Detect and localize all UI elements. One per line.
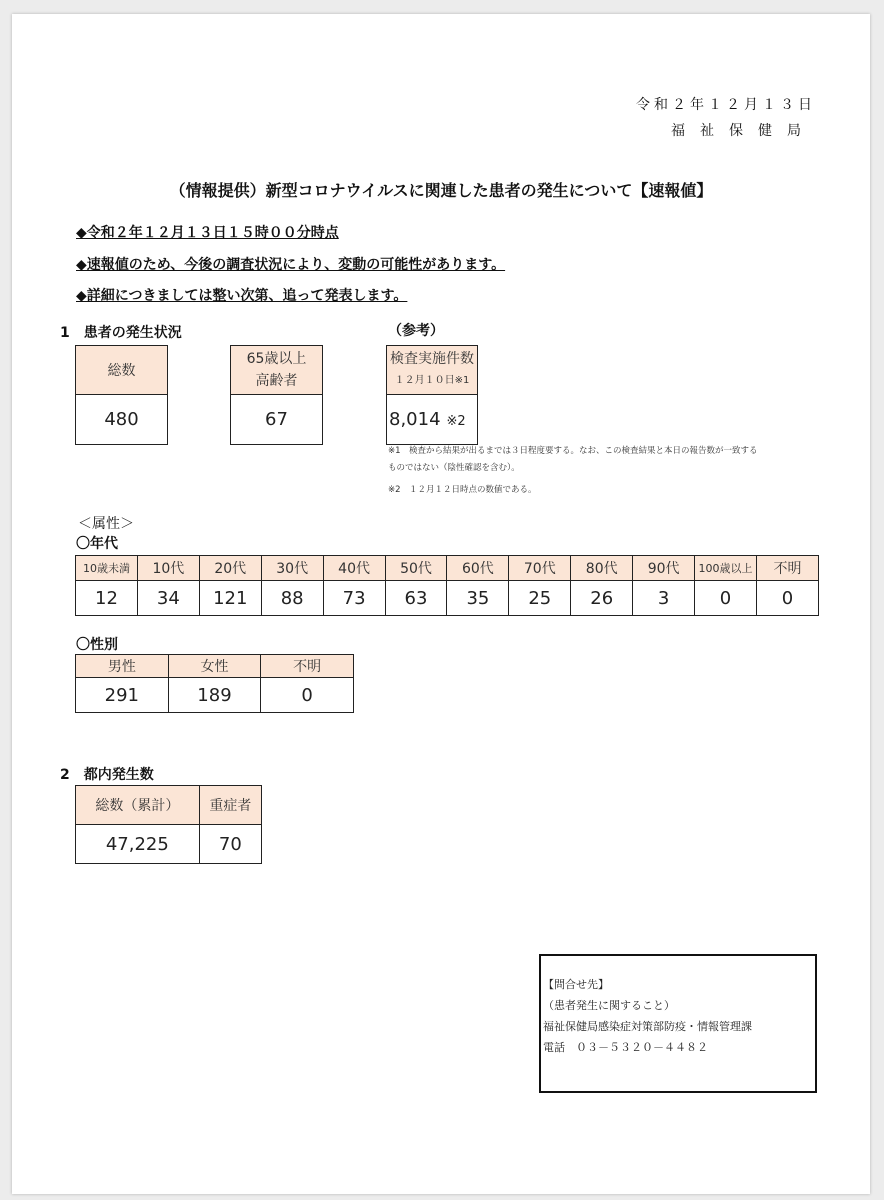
age-value-cell-6: 35 xyxy=(447,581,509,616)
age-header-cell-10: 100歳以上 xyxy=(695,556,757,581)
test-count-table xyxy=(386,345,478,445)
contact-subject: （患者発生に関すること） xyxy=(543,999,675,1012)
bullet-preliminary: ◆速報値のため、今後の調査状況により、変動の可能性があります。 xyxy=(76,257,506,273)
gender-header-cell-1: 女性 xyxy=(168,655,261,678)
age-value-cell-3: 88 xyxy=(261,581,323,616)
age-header-cell-5: 50代 xyxy=(385,556,447,581)
gender-value-cell-2: 0 xyxy=(261,678,354,713)
bullet-details: ◆詳細につきましては整い次第、追って発表します。 xyxy=(76,288,408,304)
age-heading: 〇年代 xyxy=(76,536,118,552)
age-header-cell-0: 10歳未満 xyxy=(76,556,138,581)
age-header-cell-2: 20代 xyxy=(199,556,261,581)
bullet-timestamp: ◆令和２年１２月１３日１５時００分時点 xyxy=(76,225,339,241)
gender-value-cell-0: 291 xyxy=(76,678,169,713)
contact-heading: 【問合せ先】 xyxy=(543,978,609,991)
age-value-cell-8: 26 xyxy=(571,581,633,616)
document-title: （情報提供）新型コロナウイルスに関連した患者の発生について【速報値】 xyxy=(169,181,713,200)
age-header-cell-9: 90代 xyxy=(633,556,695,581)
age-header-cell-6: 60代 xyxy=(447,556,509,581)
age-value-cell-10: 0 xyxy=(695,581,757,616)
age-table xyxy=(75,555,819,616)
age-value-cell-1: 34 xyxy=(137,581,199,616)
gender-header-cell-2: 不明 xyxy=(261,655,354,678)
age-header-cell-1: 10代 xyxy=(137,556,199,581)
cumulative-total-value: 47,225 xyxy=(76,825,200,864)
age-header-cell-7: 70代 xyxy=(509,556,571,581)
contact-department: 福祉保健局感染症対策部防疫・情報管理課 xyxy=(543,1020,752,1033)
age-value-cell-11: 0 xyxy=(756,581,818,616)
document-page xyxy=(12,14,870,1194)
age-value-cell-4: 73 xyxy=(323,581,385,616)
footnote-1: ※1 検査から結果が出るまでは３日程度要する。なお、この検査結果と本日の報告数が一致する xyxy=(388,446,758,456)
reference-heading: （参考） xyxy=(388,323,444,339)
elderly-label: 65歳以上 高齢者 xyxy=(231,346,323,395)
contact-phone: 電話 ０３－５３２０－４４８２ xyxy=(543,1041,708,1054)
age-value-cell-5: 63 xyxy=(385,581,447,616)
attributes-heading: ＜属性＞ xyxy=(78,516,134,532)
gender-table xyxy=(75,654,354,713)
cumulative-total-header: 総数（累計） xyxy=(76,786,200,825)
gender-header-cell-0: 男性 xyxy=(76,655,169,678)
severe-header: 重症者 xyxy=(199,786,261,825)
total-value: 480 xyxy=(76,395,168,445)
cumulative-table xyxy=(75,785,262,864)
age-value-cell-9: 3 xyxy=(633,581,695,616)
footnote-2: ※2 １２月１２日時点の数値である。 xyxy=(388,485,537,495)
section1-heading: 1 患者の発生状況 xyxy=(60,325,182,341)
age-value-cell-2: 121 xyxy=(199,581,261,616)
issue-date: 令和２年１２月１３日 xyxy=(636,97,816,113)
age-header-cell-8: 80代 xyxy=(571,556,633,581)
gender-heading: 〇性別 xyxy=(76,637,118,653)
gender-value-cell-1: 189 xyxy=(168,678,261,713)
issuing-department: 福祉保健局 xyxy=(671,123,816,139)
footnote-1-cont: ものではない（陰性確認を含む）。 xyxy=(388,463,520,473)
test-count-label: 検査実施件数 １２月１０日※1 xyxy=(387,346,478,395)
total-label: 総数 xyxy=(76,346,168,395)
age-header-cell-11: 不明 xyxy=(756,556,818,581)
age-header-cell-4: 40代 xyxy=(323,556,385,581)
age-header-cell-3: 30代 xyxy=(261,556,323,581)
test-count-value: 8,014 ※2 xyxy=(387,395,478,445)
total-table xyxy=(75,345,168,445)
section2-heading: 2 都内発生数 xyxy=(60,767,154,783)
contact-box xyxy=(539,954,817,1093)
severe-value: 70 xyxy=(199,825,261,864)
age-value-cell-7: 25 xyxy=(509,581,571,616)
elderly-table xyxy=(230,345,323,445)
elderly-value: 67 xyxy=(231,395,323,445)
age-value-cell-0: 12 xyxy=(76,581,138,616)
